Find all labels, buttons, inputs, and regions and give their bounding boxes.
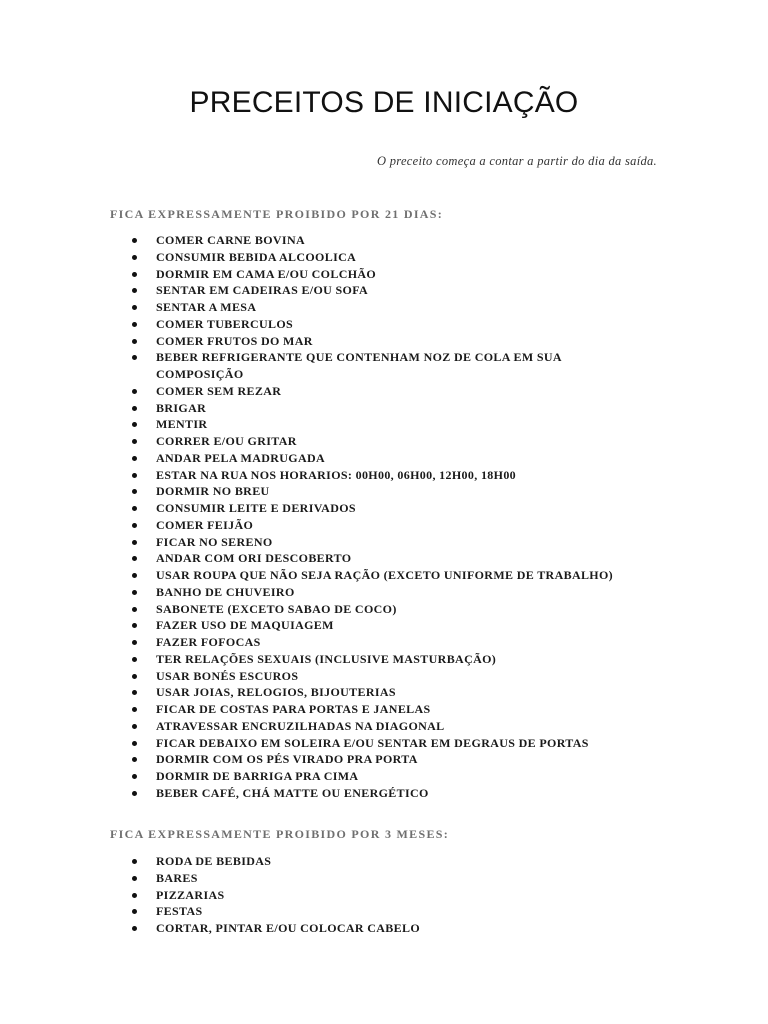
- bullet-icon: [132, 473, 137, 478]
- list-item-text: USAR JOIAS, RELOGIOS, BIJOUTERIAS: [156, 685, 396, 700]
- list-item: [130, 601, 650, 618]
- list-item-text: ATRAVESSAR ENCRUZILHADAS NA DIAGONAL: [156, 718, 445, 733]
- list-item: [130, 483, 650, 500]
- bullet-icon: [132, 909, 137, 914]
- bullet-icon: [132, 339, 137, 344]
- section-heading-3-meses: FICA EXPRESSAMENTE PROIBIDO POR 3 MESES:: [110, 827, 450, 841]
- list-item-text: FICAR NO SERENO: [156, 534, 273, 549]
- list-item: [130, 467, 650, 484]
- bullet-icon: [132, 422, 137, 427]
- list-item: [130, 735, 650, 752]
- list-item: [130, 751, 650, 768]
- bullet-icon: [132, 640, 137, 645]
- list-item: [130, 718, 650, 735]
- list-item: [130, 232, 650, 249]
- list-item: [130, 316, 650, 333]
- list-item: [130, 870, 650, 887]
- list-item: [130, 349, 650, 383]
- bullet-icon: [132, 288, 137, 293]
- list-item: [130, 651, 650, 668]
- bullet-icon: [132, 707, 137, 712]
- prohibited-list-3-meses: [130, 853, 650, 937]
- list-item: [130, 920, 650, 937]
- bullet-icon: [132, 523, 137, 528]
- page-subtitle: O preceito começa a contar a partir do dia da saída.: [376, 154, 657, 168]
- list-item-text: FICAR DEBAIXO EM SOLEIRA E/OU SENTAR EM DEGRAUS DE PORTAS: [156, 735, 589, 750]
- list-item: [130, 517, 650, 534]
- list-item: [130, 634, 650, 651]
- list-item-text: DORMIR DE BARRIGA PRA CIMA: [156, 769, 359, 783]
- list-item-text: USAR ROUPA QUE NÃO SEJA RAÇÃO (EXCETO UNIFORME DE TRABALHO): [156, 568, 614, 582]
- bullet-icon: [132, 439, 137, 444]
- list-item: [130, 282, 650, 299]
- list-item-text: SENTAR EM CADEIRAS E/OU SOFA: [156, 283, 369, 298]
- bullet-icon: [132, 674, 137, 679]
- bullet-icon: [132, 456, 137, 461]
- list-item: [130, 534, 650, 551]
- bullet-icon: [132, 489, 137, 494]
- list-item: [130, 584, 650, 601]
- list-item-text: FICAR DE COSTAS PARA PORTAS E JANELAS: [156, 702, 431, 716]
- list-item-text: CORTAR, PINTAR E/OU COLOCAR CABELO: [156, 921, 421, 935]
- bullet-icon: [132, 859, 137, 864]
- list-item-text: COMER SEM REZAR: [156, 383, 282, 398]
- list-item-text: BRIGAR: [156, 400, 207, 415]
- list-item-text: DORMIR NO BREU: [156, 484, 270, 499]
- bullet-icon: [132, 893, 137, 898]
- bullet-icon: [132, 657, 137, 662]
- list-item-text: BARES: [156, 870, 198, 885]
- bullet-icon: [132, 690, 137, 695]
- bullet-icon: [132, 322, 137, 327]
- list-item: [130, 617, 650, 634]
- list-item: [130, 785, 650, 802]
- bullet-icon: [132, 876, 137, 881]
- list-item-text: SENTAR A MESA: [156, 300, 257, 314]
- list-item: [130, 853, 650, 870]
- list-item-text: USAR BONÉS ESCUROS: [156, 668, 299, 683]
- list-item-text: BEBER REFRIGERANTE QUE CONTENHAM NOZ DE COLA EM SUA COMPOSIÇÃO: [156, 350, 562, 381]
- bullet-icon: [132, 355, 137, 360]
- list-item: [130, 887, 650, 904]
- list-item-text: COMER CARNE BOVINA: [156, 233, 305, 247]
- list-item-text: COMER FRUTOS DO MAR: [156, 333, 313, 348]
- list-item-text: MENTIR: [156, 417, 208, 432]
- list-item: [130, 383, 650, 400]
- bullet-icon: [132, 791, 137, 796]
- list-item-text: CONSUMIR LEITE E DERIVADOS: [156, 501, 356, 515]
- bullet-icon: [132, 926, 137, 931]
- list-item-text: PIZZARIAS: [156, 887, 225, 902]
- list-item: [130, 668, 650, 685]
- bullet-icon: [132, 540, 137, 545]
- prohibited-list-21-dias: [130, 232, 650, 802]
- list-item-text: ANDAR COM ORI DESCOBERTO: [156, 551, 352, 566]
- bullet-icon: [132, 757, 137, 762]
- list-item-text: COMER TUBERCULOS: [156, 316, 294, 331]
- bullet-icon: [132, 590, 137, 595]
- list-item: [130, 333, 650, 350]
- list-item-text: CORRER E/OU GRITAR: [156, 434, 297, 448]
- list-item-text: FAZER FOFOCAS: [156, 635, 261, 649]
- bullet-icon: [132, 556, 137, 561]
- list-item: [130, 400, 650, 417]
- list-item: [130, 500, 650, 517]
- bullet-icon: [132, 305, 137, 310]
- list-item-text: ESTAR NA RUA NOS HORARIOS: 00H00, 06H00, 12H00, 18H00: [156, 467, 517, 482]
- list-item: [130, 684, 650, 701]
- section-heading-21-dias: FICA EXPRESSAMENTE PROIBIDO POR 21 DIAS:: [110, 207, 444, 221]
- list-item-text: FESTAS: [156, 904, 203, 919]
- list-item: [130, 903, 650, 920]
- list-item: [130, 249, 650, 266]
- list-item: [130, 299, 650, 316]
- list-item: [130, 567, 650, 584]
- bullet-icon: [132, 389, 137, 394]
- list-item-text: RODA DE BEBIDAS: [156, 854, 272, 868]
- list-item-text: BEBER CAFÉ, CHÁ MATTE OU ENERGÉTICO: [156, 785, 429, 800]
- bullet-icon: [132, 774, 137, 779]
- bullet-icon: [132, 623, 137, 628]
- bullet-icon: [132, 406, 137, 411]
- bullet-icon: [132, 272, 137, 277]
- list-item: [130, 416, 650, 433]
- list-item-text: DORMIR COM OS PÉS VIRADO PRA PORTA: [156, 752, 418, 767]
- list-item-text: DORMIR EM CAMA E/OU COLCHÃO: [156, 266, 377, 281]
- bullet-icon: [132, 724, 137, 729]
- bullet-icon: [132, 607, 137, 612]
- bullet-icon: [132, 255, 137, 260]
- list-item: [130, 701, 650, 718]
- bullet-icon: [132, 573, 137, 578]
- bullet-icon: [132, 741, 137, 746]
- list-item-text: TER RELAÇÕES SEXUAIS (INCLUSIVE MASTURBAÇÃO): [156, 651, 497, 666]
- list-item: [130, 450, 650, 467]
- list-item: [130, 433, 650, 450]
- bullet-icon: [132, 238, 137, 243]
- page-title: PRECEITOS DE INICIAÇÃO: [189, 86, 579, 119]
- bullet-icon: [132, 506, 137, 511]
- list-item: [130, 550, 650, 567]
- list-item-text: FAZER USO DE MAQUIAGEM: [156, 618, 334, 633]
- list-item-text: COMER FEIJÃO: [156, 517, 254, 532]
- list-item-text: BANHO DE CHUVEIRO: [156, 584, 295, 599]
- list-item-text: CONSUMIR BEBIDA ALCOOLICA: [156, 249, 357, 264]
- list-item-text: SABONETE (EXCETO SABAO DE COCO): [156, 601, 397, 616]
- list-item: [130, 266, 650, 283]
- list-item: [130, 768, 650, 785]
- list-item-text: ANDAR PELA MADRUGADA: [156, 450, 325, 465]
